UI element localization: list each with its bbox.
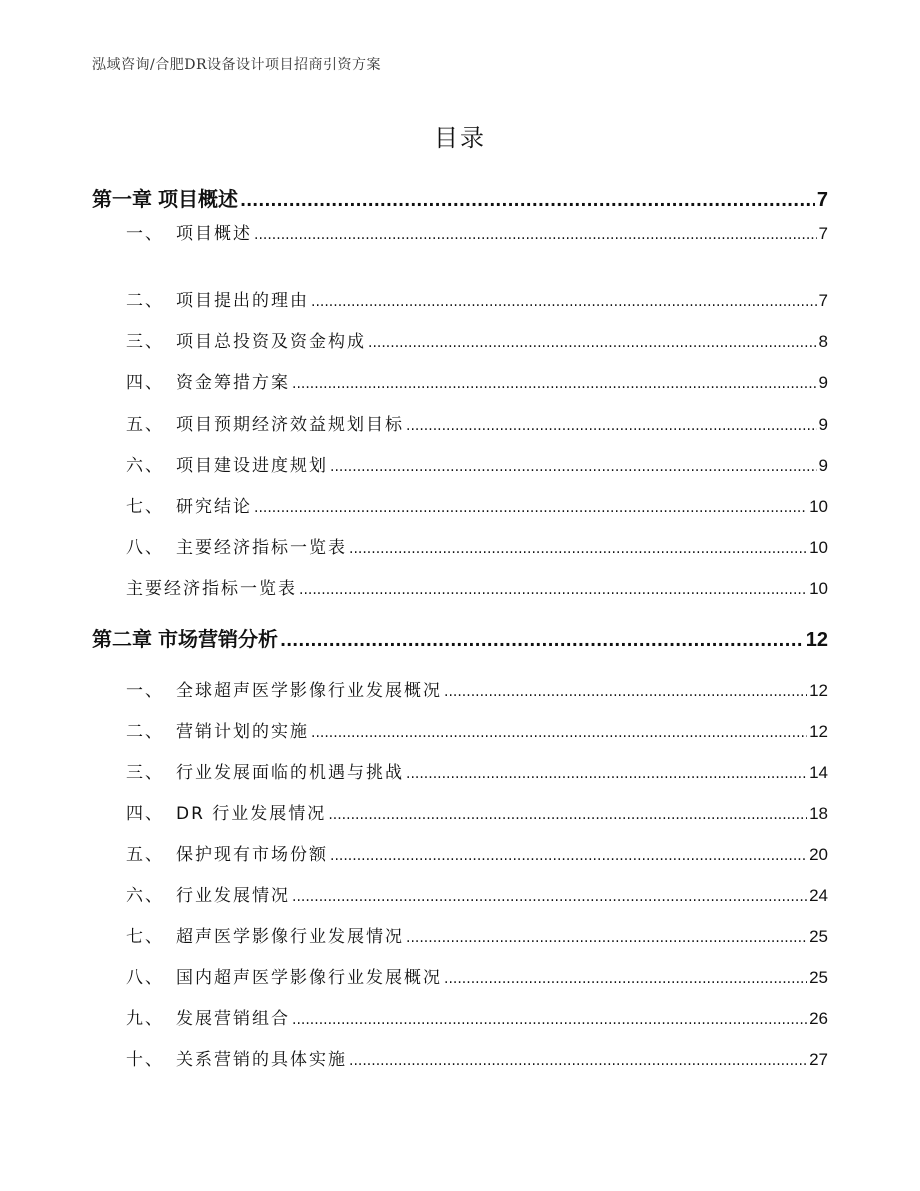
toc-entry-number: 七、 <box>126 927 164 947</box>
toc-entry-number: 二、 <box>126 722 164 742</box>
toc-page-number: 12 <box>809 681 828 700</box>
toc-entry[interactable] <box>92 1004 828 1029</box>
toc-entry-label: 项目总投资及资金构成 <box>176 332 366 352</box>
toc-page-number: 9 <box>818 415 828 434</box>
toc-leader-dots <box>311 725 807 741</box>
running-header: 泓域咨询/合肥DR设备设计项目招商引资方案 <box>92 57 381 73</box>
toc-entry-number: 六、 <box>126 456 164 476</box>
toc-leader-dots <box>406 766 807 782</box>
toc-page-number: 10 <box>809 538 828 557</box>
toc-entry[interactable] <box>92 840 828 865</box>
toc-entry-label: 项目建设进度规划 <box>176 456 328 476</box>
toc-entry[interactable] <box>92 799 828 824</box>
toc-leader-dots <box>328 807 807 823</box>
toc-leader-dots <box>292 376 817 392</box>
toc-page-number: 12 <box>805 629 828 651</box>
toc-page-number: 10 <box>809 497 828 516</box>
toc-page-number: 20 <box>809 845 828 864</box>
toc-entry-label: 资金筹措方案 <box>176 373 290 393</box>
toc-chapter-1[interactable] <box>92 183 828 212</box>
toc-entry-number: 四、 <box>126 373 164 393</box>
toc-entry[interactable] <box>92 219 828 244</box>
toc-page-number: 12 <box>809 722 828 741</box>
toc-entry-label: 项目提出的理由 <box>176 291 309 311</box>
toc-entry[interactable] <box>92 881 828 906</box>
toc-entry-label: 关系营销的具体实施 <box>176 1050 347 1070</box>
toc-entry[interactable] <box>92 451 828 476</box>
toc-page-number: 7 <box>816 189 828 211</box>
toc-leader-dots <box>444 971 807 987</box>
toc-entry[interactable] <box>92 922 828 947</box>
toc-entry-label: 项目预期经济效益规划目标 <box>176 415 404 435</box>
toc-entry[interactable] <box>92 286 828 311</box>
toc-entry-label: 全球超声医学影像行业发展概况 <box>176 681 442 701</box>
toc-leader-dots <box>368 335 817 351</box>
toc-entry[interactable] <box>92 758 828 783</box>
toc-leader-dots <box>311 294 817 310</box>
toc-entry-label: 项目概述 <box>176 224 252 244</box>
toc-entry-label: 行业发展情况 <box>176 886 290 906</box>
toc-entry-number: 三、 <box>126 332 164 352</box>
toc-entry-label: 营销计划的实施 <box>176 722 309 742</box>
toc-entry[interactable] <box>92 327 828 352</box>
toc-entry-label: 超声医学影像行业发展情况 <box>176 927 404 947</box>
toc-entry-label: 保护现有市场份额 <box>176 845 328 865</box>
toc-page-number: 25 <box>809 927 828 946</box>
toc-leader-dots <box>254 500 807 516</box>
toc-leader-dots <box>349 1053 807 1069</box>
toc-leader-dots <box>406 418 817 434</box>
toc-entry-number: 五、 <box>126 415 164 435</box>
toc-page-number: 27 <box>809 1050 828 1069</box>
toc-page-number: 7 <box>818 291 828 310</box>
toc-page-number: 9 <box>818 373 828 392</box>
toc-entry[interactable] <box>92 963 828 988</box>
toc-entry-number: 六、 <box>126 886 164 906</box>
toc-page-number: 14 <box>809 763 828 782</box>
toc-entry-number: 九、 <box>126 1009 164 1029</box>
toc-entry-number: 五、 <box>126 845 164 865</box>
toc-leader-dots <box>254 227 817 243</box>
toc-page-number: 9 <box>818 456 828 475</box>
toc-entry[interactable] <box>92 717 828 742</box>
toc-entry-label: DR 行业发展情况 <box>176 804 327 824</box>
toc-entry-number: 七、 <box>126 497 164 517</box>
toc-entry[interactable] <box>92 492 828 517</box>
toc-entry-number: 一、 <box>126 224 164 244</box>
toc-entry-number: 四、 <box>126 804 164 824</box>
toc-leader-dots <box>240 191 815 210</box>
toc-title: 目录 <box>434 124 486 152</box>
toc-entry-number: 八、 <box>126 538 164 558</box>
toc-chapter-label: 项目概述 <box>158 187 238 211</box>
toc-entry-label: 主要经济指标一览表 <box>176 538 347 558</box>
toc-entry-number: 三、 <box>126 763 164 783</box>
toc-leader-dots <box>299 582 807 598</box>
toc-leader-dots <box>444 684 807 700</box>
toc-chapter-number: 第二章 <box>92 627 152 651</box>
toc-page-number: 25 <box>809 968 828 987</box>
toc-entry-label: 研究结论 <box>176 497 252 517</box>
toc-entry-label: 发展营销组合 <box>176 1009 290 1029</box>
toc-entry-number: 二、 <box>126 291 164 311</box>
toc-entry[interactable] <box>92 1045 828 1070</box>
toc-chapter-label: 市场营销分析 <box>158 627 278 651</box>
toc-page-number: 26 <box>809 1009 828 1028</box>
toc-entry-label: 行业发展面临的机遇与挑战 <box>176 763 404 783</box>
toc-leader-dots <box>406 930 807 946</box>
toc-leader-dots <box>280 631 804 650</box>
toc-entry[interactable] <box>126 574 828 599</box>
toc-entry-label: 国内超声医学影像行业发展概况 <box>176 968 442 988</box>
toc-leader-dots <box>330 459 817 475</box>
toc-entry[interactable] <box>92 410 828 435</box>
toc-entry-number: 八、 <box>126 968 164 988</box>
toc-entry-number: 一、 <box>126 681 164 701</box>
toc-entry-label: 主要经济指标一览表 <box>126 579 297 599</box>
toc-leader-dots <box>330 848 807 864</box>
toc-page-number: 7 <box>818 224 828 243</box>
toc-entry[interactable] <box>92 368 828 393</box>
toc-leader-dots <box>292 889 807 905</box>
toc-page-number: 8 <box>818 332 828 351</box>
toc-entry[interactable] <box>92 533 828 558</box>
toc-page-number: 10 <box>809 579 828 598</box>
toc-entry-number: 十、 <box>126 1050 164 1070</box>
toc-page-number: 18 <box>809 804 828 823</box>
toc-entry[interactable] <box>92 676 828 701</box>
toc-page-number: 24 <box>809 886 828 905</box>
toc-leader-dots <box>292 1012 807 1028</box>
toc-leader-dots <box>349 541 807 557</box>
toc-chapter-number: 第一章 <box>92 187 152 211</box>
toc-chapter-2[interactable] <box>92 623 828 652</box>
